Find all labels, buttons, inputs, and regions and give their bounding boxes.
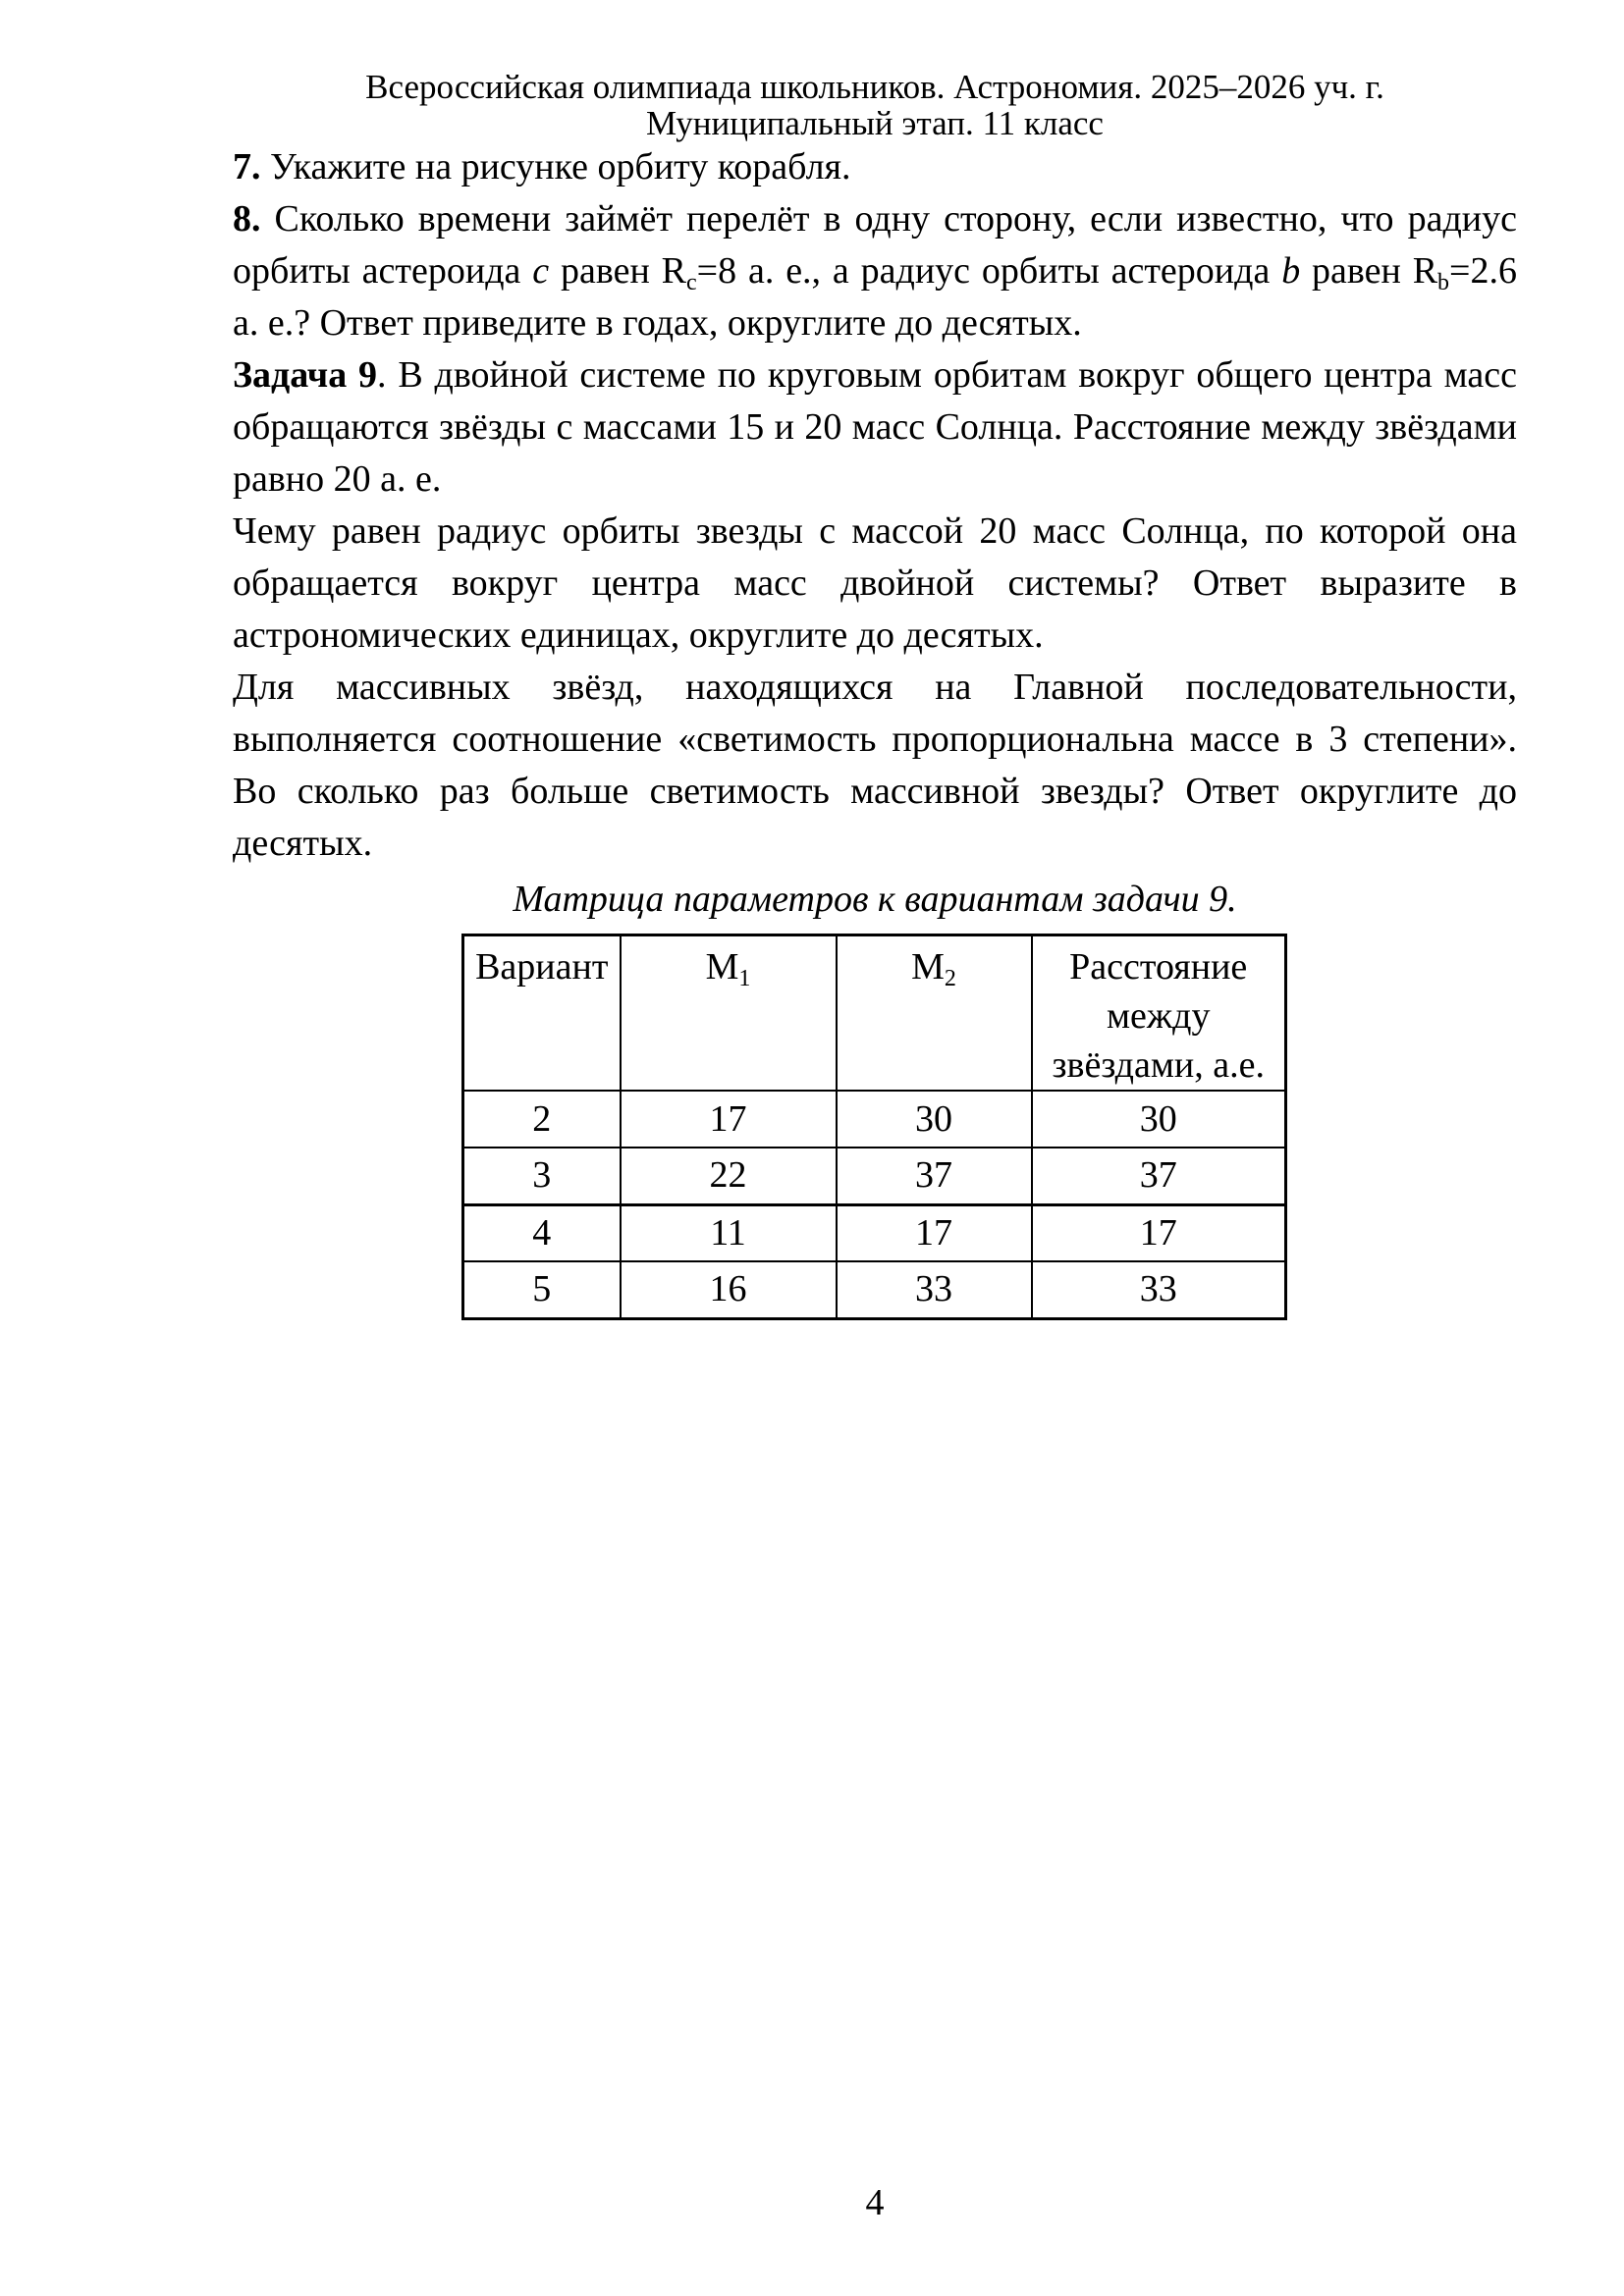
problem-7-number: 7. [233,146,261,187]
problem-8-text-4: равен R [1300,250,1438,292]
problem-8 [233,193,1517,349]
cell-variant: 4 [463,1204,621,1261]
matrix-row-variant-3 [463,1148,1286,1204]
problem-7-text: Укажите на рисунке орбиту корабля. [260,146,851,187]
variable-c: c [532,250,550,292]
problem-7 [233,141,1517,193]
problem-8-text-5: =2.6 а. е.? Ответ приведите в годах, округлите до десятых. [233,250,1517,344]
task-9-question-luminosity: Для массивных звёзд, находящихся на Главной последовательности, выполняется соотношение «светимость пропорциональна массе в 3 степени». Во сколько раз больше светимость массивной звезды? Ответ округлите до десятых. [233,667,1517,864]
m2-subscript: 2 [944,966,956,991]
header-cell-m1 [621,935,837,1092]
task-9-question-radius: Чему равен радиус орбиты звезды с массой 20 масс Солнца, по которой она обращается вокруг центра масс двойной системы? Ответ выразите в астрономических единицах, округлите до десятых. [233,510,1517,656]
task-9-text: . В двойной системе по круговым орбитам вокруг общего центра масс обращаются звёзды с массами 15 и 20 масс Солнца. Расстояние между звёздами равно 20 а. е. [233,354,1517,500]
matrix-table-caption: Матрица параметров к вариантам задачи 9. [513,879,1237,920]
cell-m2: 37 [837,1148,1032,1204]
page-content [233,0,1517,1320]
header-line-2: Муниципальный этап. 11 класс [646,104,1104,142]
cell-m1: 17 [621,1091,837,1148]
cell-m1: 11 [621,1204,837,1261]
document-header [233,69,1517,141]
task-9 [233,349,1517,506]
header-cell-distance: Расстояние между звёздами, а.е. [1032,935,1286,1092]
header-cell-variant: Вариант [463,935,621,1092]
cell-distance: 33 [1032,1261,1286,1318]
subscript-b: b [1437,270,1450,295]
cell-m1: 16 [621,1261,837,1318]
variable-b: b [1281,250,1301,292]
problem-8-text-2: равен R [549,250,687,292]
cell-m2: 33 [837,1261,1032,1318]
matrix-row-variant-4 [463,1204,1286,1261]
matrix-row-variant-2 [463,1091,1286,1148]
subscript-c: c [686,270,697,295]
cell-distance: 30 [1032,1091,1286,1148]
matrix-table [461,934,1287,1320]
cell-distance: 17 [1032,1204,1286,1261]
task-9-heading: Задача 9 [233,354,378,396]
m1-subscript: 1 [738,966,751,991]
problem-8-text-1: Сколько времени займёт перелёт в одну сторону, если известно, что радиус орбиты астероида [233,198,1517,292]
cell-variant: 5 [463,1261,621,1318]
m2-base: M [911,946,945,988]
header-line-1: Всероссийская олимпиада школьников. Астрономия. 2025–2026 уч. г. [365,68,1384,106]
header-cell-m2 [837,935,1032,1092]
cell-m1: 22 [621,1148,837,1204]
cell-distance: 37 [1032,1148,1286,1204]
matrix-row-variant-5 [463,1261,1286,1318]
matrix-header-row [463,935,1286,1092]
cell-variant: 3 [463,1148,621,1204]
cell-m2: 17 [837,1204,1032,1261]
cell-m2: 30 [837,1091,1032,1148]
problem-8-text-3: =8 а. е., а радиус орбиты астероида [696,250,1282,292]
problem-8-number: 8. [233,198,261,240]
m1-base: M [705,946,739,988]
page-number: 4 [865,2182,885,2223]
cell-variant: 2 [463,1091,621,1148]
